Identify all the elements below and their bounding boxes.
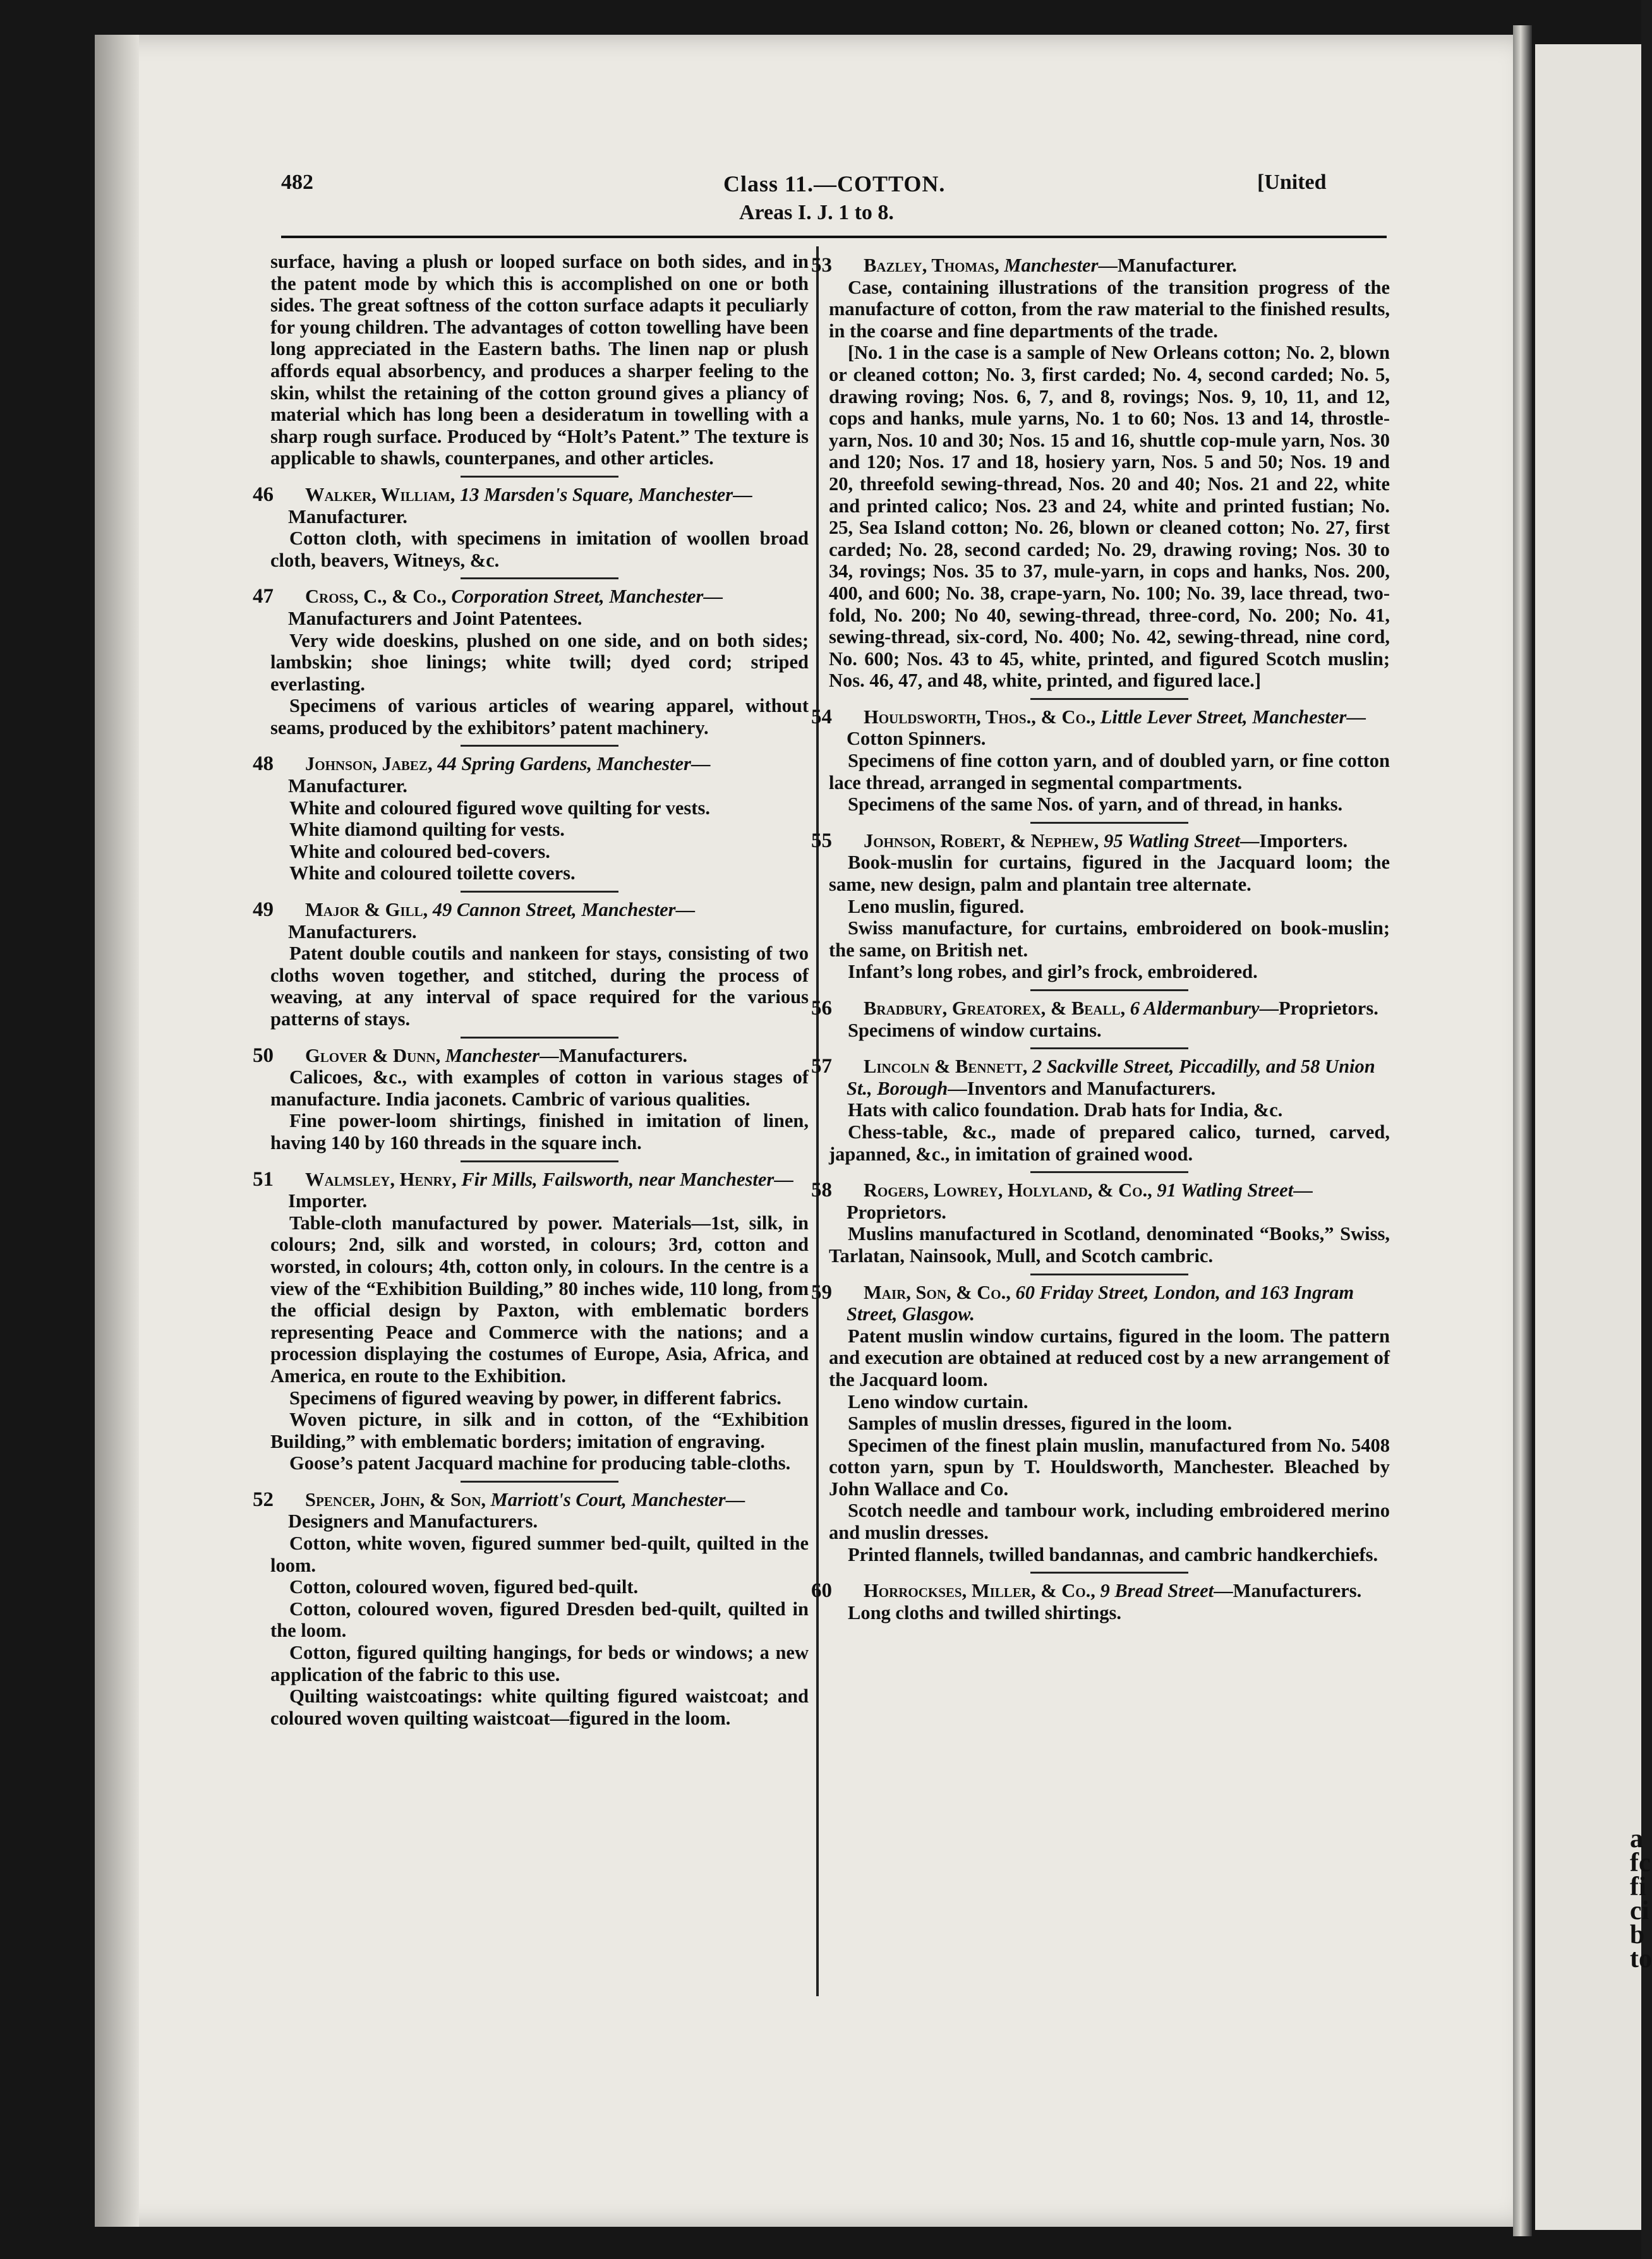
- exhibitor-role: —Manufacturers.: [539, 1044, 688, 1066]
- continued-paragraph: surface, having a plush or looped surface on both sides, and in the patent mode by which this is accomplished on one or both sides. The great softness of the cotton surface adapts it peculiarly for young children. The advantages of cotton towelling have been long appreciated in the Eastern baths. The linen nap or plush affords equal absorbency, and produces a sharper feeling to the skin, whilst the retaining of the cotton ground gives a pliancy of material which has long been a desideratum in towelling with a sharp rough surface. Produced by “Holt’s Patent.” The texture is applicable to shawls, counterpanes, and other articles.: [270, 251, 809, 469]
- areas-label: Areas I. J. 1 to 8.: [739, 201, 894, 224]
- entry-paragraph: Samples of muslin dresses, figured in the loom.: [848, 1413, 1233, 1435]
- entry-heading: [811, 1579, 1390, 1603]
- entry-separator: [461, 745, 618, 747]
- entry-number: 60: [811, 1579, 832, 1603]
- entry-heading: [253, 585, 809, 629]
- entry-paragraph: Infant’s long robes, and girl’s frock, embroidered.: [848, 961, 1258, 983]
- entry-paragraph: Goose’s patent Jacquard machine for producing table-cloths.: [289, 1452, 791, 1474]
- exhibitor-name: Spencer, John, & Son,: [305, 1488, 486, 1510]
- entry-paragraph: Hats with calico foundation. Drab hats for India, &c.: [848, 1099, 1283, 1121]
- entry-heading: [253, 483, 809, 527]
- entry-paragraph: Muslins manufactured in Scotland, denominated “Books,” Swiss, Tarlatan, Nainsook, Mull, and Scotch cambric.: [829, 1223, 1390, 1267]
- exhibitor-role: —Designers and Manufacturers.: [288, 1488, 745, 1533]
- entry-paragraph: Patent double coutils and nankeen for stays, consisting of two cloths woven together, and stitched, during the process of weaving, at any interval of space required for the various patterns of stays.: [270, 943, 809, 1030]
- entry-separator: [1030, 698, 1188, 700]
- entry-heading: [811, 1280, 1390, 1325]
- column-divider: [816, 246, 819, 1996]
- exhibitor-name: Mair, Son, & Co.,: [864, 1281, 1011, 1303]
- entry-separator: [461, 1160, 618, 1162]
- exhibit-entry: [253, 898, 809, 1030]
- entry-paragraph: Cotton, coloured woven, figured bed-quilt.: [289, 1576, 639, 1598]
- exhibitor-name: Rogers, Lowrey, Holyland, & Co.,: [864, 1179, 1152, 1202]
- entry-paragraph: Calicoes, &c., with examples of cotton in various stages of manufacture. India jaconets. Cambric of various qualities.: [270, 1066, 809, 1110]
- entry-number: 56: [811, 997, 832, 1020]
- exhibit-entry: [811, 1579, 1390, 1623]
- next-page-fragment: fc: [1630, 1848, 1651, 1877]
- exhibitor-address: 49 Cannon Street, Manchester: [432, 899, 676, 921]
- class-title: Class 11.—COTTON.: [723, 171, 946, 196]
- entry-paragraph: Quilting waistcoatings: white quilting figured waistcoat; and coloured woven quilting waistcoat—figured in the loom.: [270, 1685, 809, 1729]
- entry-heading: [253, 1488, 809, 1533]
- entry-paragraph: [No. 1 in the case is a sample of New Orleans cotton; No. 2, blown or cleaned cotton; No. 3, first carded; No. 4, second carded; No. 5, drawing roving; Nos. 6, 7, and 8, rovings; Nos. 9, 10, 11, and 12, cops and hanks, mule yarns, No. 1 to 60; Nos. 13 and 14, throstle-yarn, Nos. 10 and 30; Nos. 15 and 16, shuttle cop-mule yarn, Nos. 30 and 120; Nos. 17 and 18, hosiery yarn, Nos. 5 and 50; Nos. 19 and 20, threefold sewing-thread, Nos. 20 and 40; Nos. 21 and 22, white and printed calico; Nos. 23 and 24, white and printed fustian; No. 25, Sea Island cotton; No. 26, blown or cleaned cotton; No. 27, first carded; No. 28, second carded; No. 29, drawing roving; Nos. 30 to 34, rovings; Nos. 35 to 37, mule-yarn, in cops and hanks, Nos. 200, 400, and 600; No. 38, crape-yarn, No. 100; No. 39, lace thread, two-fold, No. 200; No 40, sewing-thread, three-cord, No. 200; No. 41, sewing-thread, six-cord, No. 400; No. 42, sewing-thread, nine cord, No. 600; Nos. 43 to 45, white, printed, and figured Scotch muslin; Nos. 46, 47, and 48, white, printed, and figured lace.]: [829, 342, 1390, 692]
- next-page-edge: [1535, 44, 1652, 2230]
- entry-paragraph: White diamond quilting for vests.: [289, 819, 565, 841]
- next-page-fragment: a: [1630, 1824, 1643, 1853]
- entry-separator: [461, 1037, 618, 1039]
- entry-paragraph: Case, containing illustrations of the transition progress of the manufacture of cotton, from the raw material to the finished results, in the coarse and fine departments of the trade.: [829, 276, 1390, 342]
- exhibitor-address: 95 Watling Street: [1104, 829, 1240, 852]
- right-entries: [811, 254, 1390, 1623]
- entry-paragraph: Long cloths and twilled shirtings.: [848, 1601, 1122, 1623]
- entry-separator: [461, 577, 618, 579]
- exhibitor-name: Johnson, Robert, & Nephew,: [864, 829, 1099, 852]
- exhibitor-name: Major & Gill,: [305, 899, 428, 921]
- entry-paragraph: Cotton cloth, with specimens in imitation of woollen broad cloth, beavers, Witneys, &c.: [270, 527, 809, 571]
- exhibitor-name: Glover & Dunn,: [305, 1044, 441, 1066]
- exhibitor-role: —Manufacturer.: [288, 753, 711, 797]
- exhibitor-name: Horrockses, Miller, & Co.,: [864, 1580, 1095, 1602]
- entry-paragraph: Fine power-loom shirtings, finished in imitation of linen, having 140 by 160 threads in the square inch.: [270, 1110, 809, 1154]
- entry-paragraph: Leno muslin, figured.: [848, 895, 1025, 917]
- entry-number: 53: [811, 254, 832, 277]
- binding-edge: [95, 35, 139, 2227]
- entry-number: 47: [253, 585, 274, 608]
- exhibit-entry: [253, 483, 809, 571]
- entry-paragraph: Very wide doeskins, plushed on one side, and on both sides; lambskin; shoe linings; white twill; dyed cord; striped everlasting.: [270, 629, 809, 695]
- entry-heading: [811, 254, 1390, 277]
- entry-number: 48: [253, 752, 274, 776]
- entry-paragraph: Cotton, coloured woven, figured Dresden bed-quilt, quilted in the loom.: [270, 1598, 809, 1642]
- exhibitor-role: —Manufacturers.: [288, 899, 695, 943]
- entry-paragraph: Patent muslin window curtains, figured in the loom. The pattern and execution are obtained at reduced cost by a new arrangement of the Jacquard loom.: [829, 1325, 1390, 1390]
- exhibit-entry: [811, 1179, 1390, 1267]
- exhibit-entry: [253, 1044, 809, 1154]
- entry-number: 57: [811, 1055, 832, 1078]
- exhibitor-address: 6 Aldermanbury: [1130, 997, 1260, 1019]
- entry-paragraph: Specimens of window curtains.: [848, 1019, 1102, 1041]
- exhibitor-address: 60 Friday Street, London, and 163 Ingram Street, Glasgow.: [847, 1281, 1354, 1325]
- exhibitor-address: Marriott's Court, Manchester: [490, 1488, 726, 1510]
- exhibitor-name: Bradbury, Greatorex, & Beall,: [864, 997, 1126, 1019]
- entry-separator: [1030, 1572, 1188, 1574]
- right-column: [811, 251, 1390, 1623]
- exhibitor-name: Houldsworth, Thos., & Co.,: [864, 706, 1096, 728]
- exhibit-entry: [811, 1280, 1390, 1566]
- exhibitor-address: 2 Sackville Street, Piccadilly, and 58 Union St., Borough: [847, 1056, 1375, 1099]
- exhibitor-role: —Manufacturers and Joint Patentees.: [288, 586, 723, 629]
- entry-paragraph: White and coloured toilette covers.: [289, 862, 576, 884]
- exhibit-entry: [811, 1055, 1390, 1165]
- exhibitor-role: —Importer.: [288, 1168, 793, 1212]
- exhibitor-role: —Manufacturer.: [1098, 255, 1237, 276]
- entry-heading: [811, 829, 1390, 852]
- entry-paragraph: White and coloured figured wove quilting for vests.: [289, 797, 710, 819]
- exhibitor-role: —Proprietors.: [1259, 997, 1378, 1019]
- exhibitor-address: Corporation Street, Manchester: [451, 586, 704, 608]
- next-page-fragment: to: [1630, 1944, 1652, 1973]
- entry-paragraph: Specimens of the same Nos. of yarn, and of thread, in hanks.: [848, 793, 1343, 816]
- entry-separator: [1030, 989, 1188, 991]
- page-fold: [1513, 25, 1532, 2236]
- entry-number: 55: [811, 829, 832, 852]
- page-number: 482: [281, 171, 313, 194]
- entry-paragraph: Cotton, white woven, figured summer bed-quilt, quilted in the loom.: [270, 1533, 809, 1576]
- exhibitor-name: Cross, C., & Co.,: [305, 586, 447, 608]
- exhibitor-role: —Manufacturer.: [288, 483, 752, 527]
- exhibit-entry: [811, 254, 1390, 692]
- exhibit-entry: [811, 705, 1390, 816]
- entry-paragraph: Cotton, figured quilting hangings, for beds or windows; a new application of the fabric to this use.: [270, 1642, 809, 1685]
- exhibitor-address: Manchester: [445, 1044, 540, 1066]
- exhibitor-address: Little Lever Street, Manchester: [1100, 706, 1347, 728]
- exhibitor-address: Fir Mills, Failsworth, near Manchester: [461, 1168, 775, 1190]
- entry-paragraph: Printed flannels, twilled bandannas, and cambric handkerchiefs.: [848, 1543, 1378, 1565]
- exhibit-entry: [253, 1488, 809, 1730]
- exhibitor-name: Bazley, Thomas,: [864, 255, 999, 276]
- entry-separator: [461, 1481, 618, 1483]
- entry-heading: [253, 898, 809, 943]
- exhibitor-address: 9 Bread Street: [1100, 1580, 1214, 1602]
- exhibitor-role: —Inventors and Manufacturers.: [948, 1077, 1216, 1099]
- exhibitor-role: —Importers.: [1239, 829, 1348, 852]
- entry-heading: [811, 705, 1390, 750]
- exhibitor-role: —Proprietors.: [847, 1179, 1313, 1223]
- exhibitor-address: 13 Marsden's Square, Manchester: [459, 483, 733, 505]
- entry-number: 51: [253, 1167, 274, 1191]
- entry-separator: [1030, 1171, 1188, 1173]
- entry-separator: [1030, 822, 1188, 824]
- entry-separator: [461, 476, 618, 478]
- entry-heading: [811, 997, 1390, 1020]
- entry-heading: [811, 1179, 1390, 1223]
- running-header: [0, 171, 1641, 224]
- entry-heading: [811, 1055, 1390, 1099]
- exhibitor-name: Walker, William,: [305, 483, 455, 505]
- exhibitor-role: —Cotton Spinners.: [847, 706, 1366, 750]
- entry-paragraph: Specimens of fine cotton yarn, and of doubled yarn, or fine cotton lace thread, arranged in segmental compartments.: [829, 750, 1390, 793]
- entry-heading: [253, 752, 809, 797]
- left-entries: [253, 476, 809, 1729]
- entry-number: 58: [811, 1179, 832, 1202]
- entry-paragraph: Leno window curtain.: [848, 1390, 1028, 1413]
- exhibitor-role: —Manufacturers.: [1214, 1580, 1362, 1602]
- entry-paragraph: Specimen of the finest plain muslin, manufactured from No. 5408 cotton yarn, spun by T. Houldsworth, Manchester. Bleached by John Wallace and Co.: [829, 1434, 1390, 1500]
- entry-separator: [1030, 1047, 1188, 1049]
- entry-paragraph: Specimens of various articles of wearing apparel, without seams, produced by the exhibitors’ patent machinery.: [270, 695, 809, 738]
- entry-number: 54: [811, 705, 832, 728]
- exhibitor-address: Manchester: [1004, 255, 1099, 276]
- section-label: [United: [1257, 171, 1327, 194]
- entry-paragraph: Specimens of figured weaving by power, in different fabrics.: [289, 1387, 781, 1409]
- next-page-fragment: fi: [1630, 1872, 1646, 1901]
- exhibit-entry: [253, 585, 809, 738]
- entry-heading: [253, 1044, 809, 1067]
- entry-paragraph: Chess-table, &c., made of prepared calico, turned, carved, japanned, &c., in imitation of grained wood.: [829, 1121, 1390, 1165]
- next-page-fragment: b: [1630, 1920, 1645, 1949]
- entry-paragraph: Swiss manufacture, for curtains, embroidered on book-muslin; the same, on British net.: [829, 917, 1390, 961]
- next-page-fragment: ci: [1630, 1896, 1649, 1925]
- exhibit-entry: [811, 997, 1390, 1041]
- exhibit-entry: [253, 1167, 809, 1474]
- entry-paragraph: Scotch needle and tambour work, including embroidered merino and muslin dresses.: [829, 1500, 1390, 1544]
- exhibit-entry: [811, 829, 1390, 983]
- entry-separator: [461, 891, 618, 893]
- exhibitor-name: Lincoln & Bennett,: [864, 1056, 1028, 1078]
- entry-heading: [253, 1167, 809, 1212]
- exhibitor-address: 44 Spring Gardens, Manchester: [437, 753, 691, 775]
- exhibitor-name: Johnson, Jabez,: [305, 753, 433, 775]
- entry-number: 49: [253, 898, 274, 922]
- entry-paragraph: White and coloured bed-covers.: [289, 840, 550, 862]
- entry-number: 59: [811, 1280, 832, 1304]
- exhibit-entry: [253, 752, 809, 884]
- entry-number: 50: [253, 1044, 274, 1067]
- exhibitor-name: Walmsley, Henry,: [305, 1168, 457, 1190]
- entry-number: 52: [253, 1488, 274, 1511]
- entry-paragraph: Woven picture, in silk and in cotton, of the “Exhibition Building,” with emblematic borders; imitation of engraving.: [270, 1409, 809, 1452]
- header-rule: [281, 236, 1387, 238]
- entry-paragraph: Book-muslin for curtains, figured in the Jacquard loom; the same, new design, palm and plantain tree alternate.: [829, 852, 1390, 896]
- exhibitor-address: 91 Watling Street: [1157, 1179, 1294, 1202]
- entry-paragraph: Table-cloth manufactured by power. Materials—1st, silk, in colours; 2nd, silk and worsted, in colours; 3rd, cotton and worsted, in colours; 4th, cotton only, in colours. In the centre is a view of the “Exhibition Building,” 80 inches wide, 110 long, from the official design by Paxton, with emblematic borders representing Peace and Commerce with the nations; and a procession displaying the costumes of Europe, Asia, Africa, and America, en route to the Exhibition.: [270, 1212, 809, 1387]
- entry-number: 46: [253, 483, 274, 506]
- left-column: [253, 251, 809, 1729]
- entry-separator: [1030, 1274, 1188, 1275]
